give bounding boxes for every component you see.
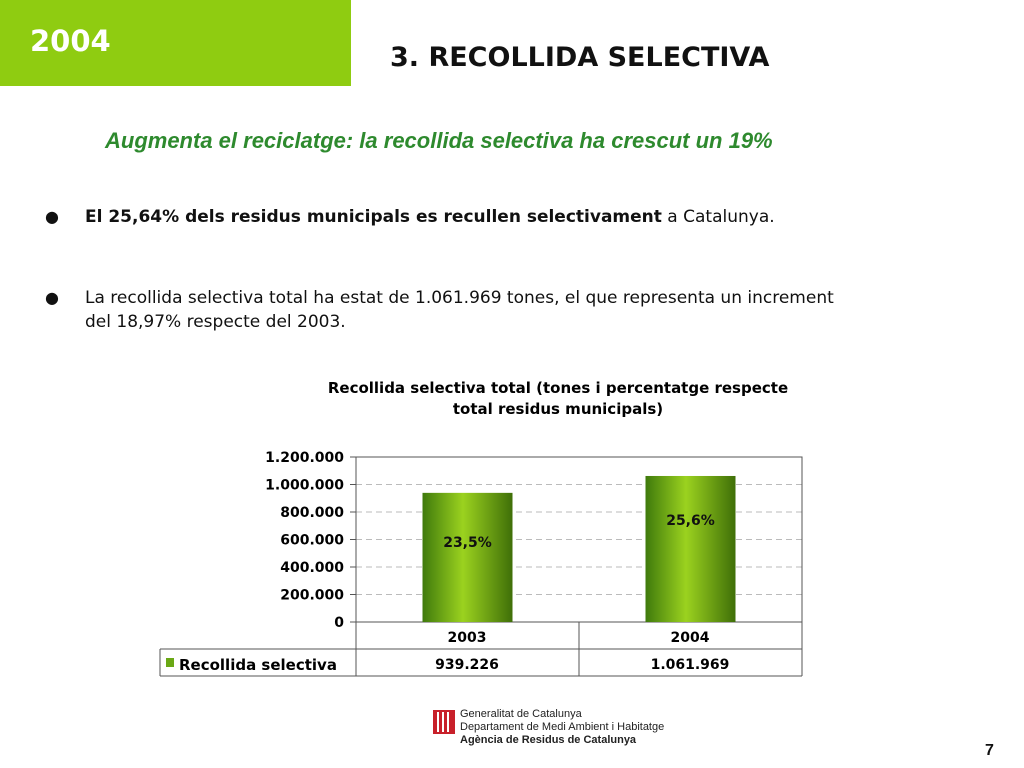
bullet-2-text: La recollida selectiva total ha estat de 1.061.969 tones, el que representa un increment del 18,97% respecte del 2003. — [85, 288, 834, 332]
y-tick-label: 600.000 — [280, 532, 344, 549]
y-tick-label: 400.000 — [280, 560, 344, 576]
bars — [423, 476, 736, 622]
y-axis-ticks — [265, 450, 356, 631]
y-tick-label: 200.000 — [280, 587, 344, 604]
year-label: 2004 — [30, 24, 111, 58]
bullet-dot: ● — [45, 288, 59, 307]
bar-2003 — [423, 493, 513, 622]
y-tick-label: 0 — [334, 615, 344, 631]
value-label-2003: 939.226 — [435, 657, 499, 673]
page-number: 7 — [985, 742, 994, 759]
year-banner — [0, 0, 351, 86]
recollida-chart — [150, 370, 810, 680]
category-label-2003: 2003 — [447, 630, 487, 646]
chart-title-line-2: total residus municipals) — [452, 400, 664, 418]
y-tick-label: 1.000.000 — [265, 477, 344, 494]
y-tick-label: 1.200.000 — [265, 450, 344, 466]
page-title: 3. RECOLLIDA SELECTIVA — [390, 42, 770, 73]
value-label-2004: 1.061.969 — [650, 657, 730, 673]
category-label-2004: 2004 — [670, 630, 710, 646]
y-tick-label: 800.000 — [280, 505, 344, 521]
bar-annotation-2004: 25,6% — [666, 512, 715, 529]
legend-swatch — [166, 658, 174, 667]
bar-2004 — [646, 476, 736, 622]
bullet-1 — [85, 205, 845, 229]
legend-label: Recollida selectiva — [179, 656, 337, 674]
generalitat-emblem-icon — [433, 710, 455, 734]
bullet-1-bold: El 25,64% dels residus municipals es recullen selectivament — [85, 207, 662, 227]
org-line-3: Agència de Residus de Catalunya — [460, 734, 637, 746]
bar-annotation-2003: 23,5% — [443, 534, 492, 551]
bullet-2 — [85, 286, 845, 334]
data-table — [160, 622, 802, 676]
org-line-2: Departament de Medi Ambient i Habitatge — [460, 721, 665, 733]
org-line-1: Generalitat de Catalunya — [460, 708, 582, 720]
bullet-dot: ● — [45, 207, 59, 226]
page-subtitle: Augmenta el reciclatge: la recollida selectiva ha crescut un 19% — [105, 128, 773, 153]
chart-title-line-1: Recollida selectiva total (tones i percentatge respecte — [327, 379, 789, 397]
bullet-1-rest: a Catalunya. — [661, 207, 775, 227]
